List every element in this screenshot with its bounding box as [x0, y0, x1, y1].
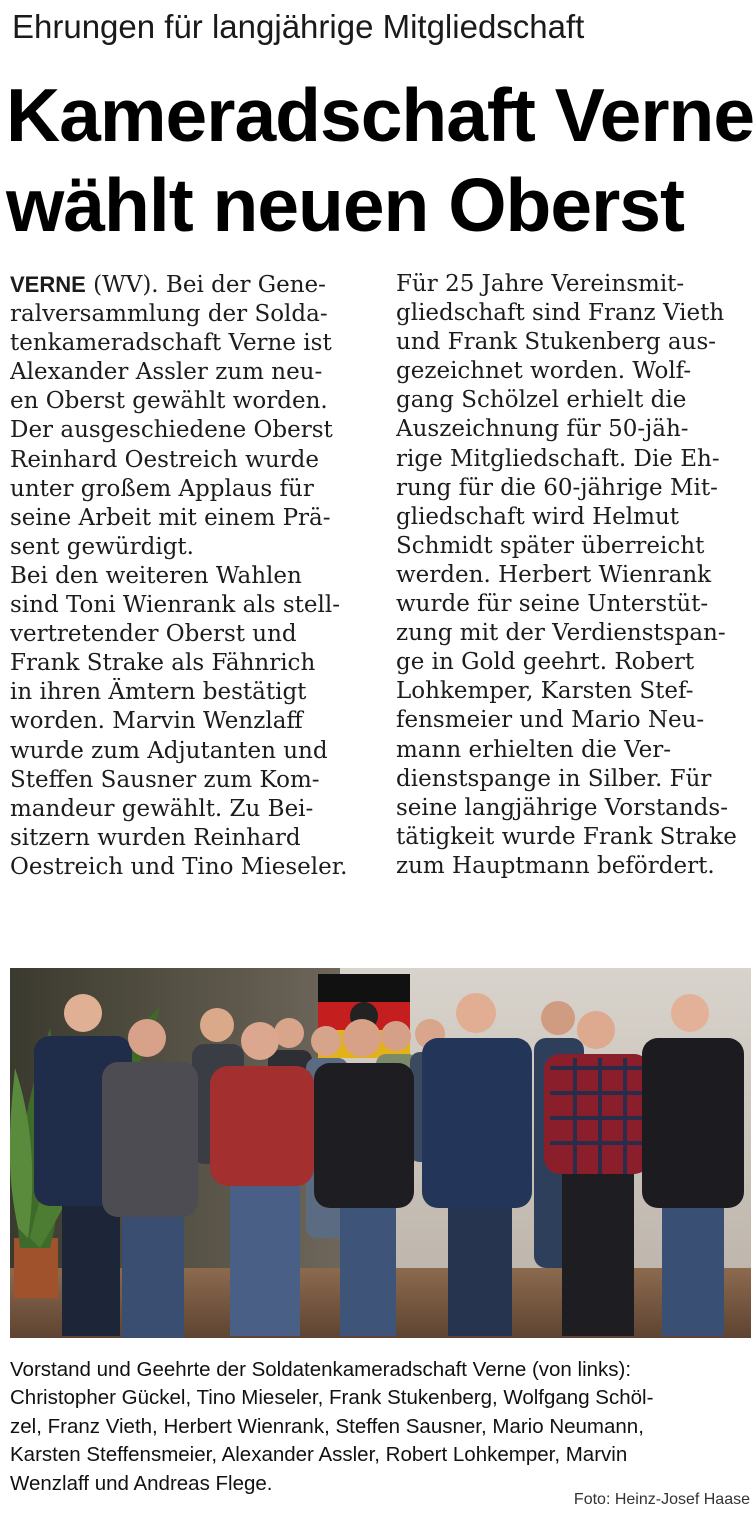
article-line: [10, 270, 372, 300]
article-line: wurde zum Adjutanten und: [10, 737, 328, 764]
headline: [6, 70, 754, 250]
article-line: ralversammlung der Solda-: [10, 301, 328, 328]
group-photo-illustration: [10, 968, 751, 1338]
article-line: en Oberst gewählt worden.: [10, 388, 328, 415]
article-line: gezeichnet worden. Wolf-: [396, 358, 692, 385]
kicker: Ehrungen für langjährige Mitgliedschaft: [12, 8, 585, 45]
article-line: zum Hauptmann befördert.: [396, 852, 715, 879]
article-line: Oestreich und Tino Mieseler.: [10, 853, 348, 880]
article-line: rung für die 60-jährige Mit-: [396, 474, 718, 501]
article-line: sent gewürdigt.: [10, 533, 194, 560]
article-line: in ihren Ämtern bestätigt: [10, 679, 307, 706]
article-line: wurde für seine Unterstüt-: [396, 591, 709, 618]
article-line: mann erhielten die Ver-: [396, 736, 672, 763]
article-line: seine langjährige Vorstands-: [396, 794, 728, 821]
photo-credit: Foto: Heinz-Josef Haase: [573, 1491, 750, 1508]
article-line: Alexander Assler zum neu-: [10, 359, 323, 386]
article-line: seine Arbeit mit einem Prä-: [10, 504, 331, 531]
article-line: dienstspange in Silber. Für: [396, 765, 712, 792]
article-line: gliedschaft wird Helmut: [396, 503, 680, 530]
caption-line: Wenzlaff und Andreas Flege.: [10, 1471, 273, 1495]
caption-line: Christopher Gückel, Tino Mieseler, Frank Stukenberg, Wolfgang Schöl-: [10, 1386, 654, 1410]
article-line: Lohkemper, Karsten Stef-: [396, 678, 694, 705]
caption-line: zel, Franz Vieth, Herbert Wienrank, Steffen Sausner, Mario Neumann,: [10, 1414, 644, 1438]
article-line: Für 25 Jahre Vereinsmit-: [396, 271, 685, 297]
article-line: vertretender Oberst und: [10, 621, 297, 648]
headline-line-1: Kameradschaft Verne: [6, 73, 755, 157]
article-line: gang Schölzel erhielt die: [396, 387, 687, 414]
photo-caption: [10, 1356, 752, 1498]
article-line: gliedschaft sind Franz Vieth: [396, 300, 725, 327]
dateline: VERNE: [10, 272, 86, 297]
article-line: Schmidt später überreicht: [396, 532, 705, 559]
article-line: sitzern wurden Reinhard: [10, 824, 301, 851]
article-line: unter großem Applaus für: [10, 475, 314, 502]
article-line: tenkameradschaft Verne ist: [10, 330, 332, 357]
article-column-right: [396, 270, 748, 881]
caption-line: Vorstand und Geehrte der Soldatenkameradschaft Verne (von links):: [10, 1358, 632, 1381]
article-line: werden. Herbert Wienrank: [396, 561, 712, 588]
article-line-text: (WV). Bei der Gene-: [85, 272, 326, 298]
article-line: Reinhard Oestreich wurde: [10, 446, 319, 473]
article-line: rige Mitgliedschaft. Die Eh-: [396, 445, 720, 472]
article-line: zung mit der Verdienstspan-: [396, 620, 726, 647]
article-line: Steffen Sausner zum Kom-: [10, 766, 320, 793]
article-line: Auszeichnung für 50-jäh-: [396, 416, 689, 443]
group-photo: [10, 968, 751, 1338]
article-line: mandeur gewählt. Zu Bei-: [10, 795, 314, 822]
article-line: worden. Marvin Wenzlaff: [10, 708, 303, 735]
article-line: tätigkeit wurde Frank Strake: [396, 823, 737, 850]
article-line: sind Toni Wienrank als stell-: [10, 592, 340, 619]
article-column-left: [10, 270, 372, 882]
article-line: ge in Gold geehrt. Robert: [396, 649, 695, 676]
article-line: Der ausgeschiedene Oberst: [10, 417, 333, 444]
headline-line-2: wählt neuen Oberst: [6, 163, 684, 247]
article-line: fensmeier und Mario Neu-: [396, 707, 705, 734]
article-line: und Frank Stukenberg aus-: [396, 329, 717, 356]
article-line: Bei den weiteren Wahlen: [10, 562, 302, 589]
article-line: Frank Strake als Fähnrich: [10, 650, 316, 677]
caption-line: Karsten Steffensmeier, Alexander Assler, Robert Lohkemper, Marvin: [10, 1443, 628, 1467]
